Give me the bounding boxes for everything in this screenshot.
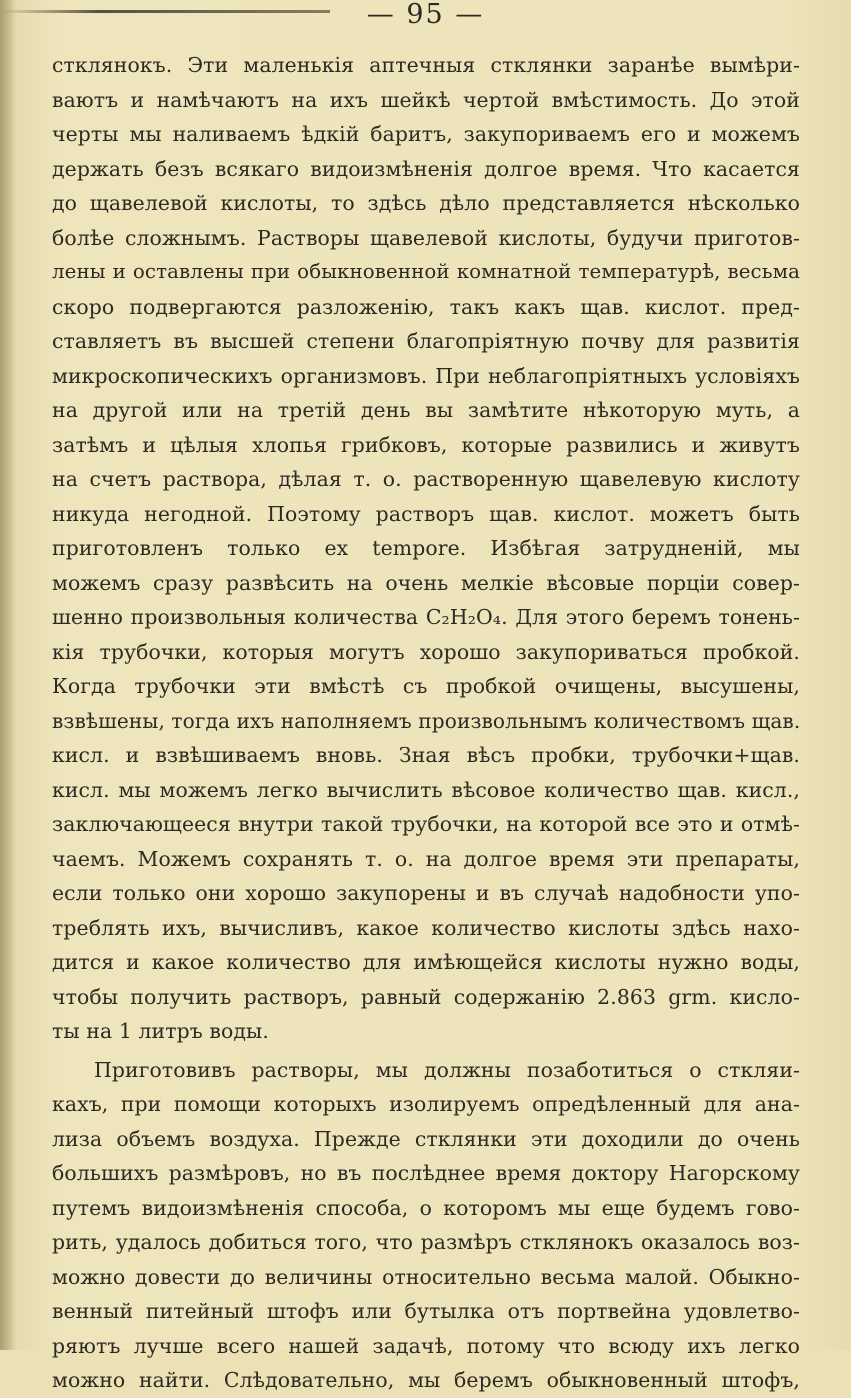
text-line: путемъ видоизмѣненія способа, о которомъ мы еще будемъ гово- (52, 1195, 800, 1220)
text-line: чтобы получить растворъ, равный содержанію 2.863 grm. кисло- (52, 984, 800, 1009)
paragraph-1 (52, 48, 800, 1049)
text-line: кисл. и взвѣшиваемъ вновь. Зная вѣсъ пробки, трубочки+щав. (52, 743, 800, 767)
text-line: черты мы наливаемъ ѣдкій баритъ, закупориваемъ его и можемъ (52, 122, 800, 146)
text-line: кисл. мы можемъ легко вычислить вѣсовое количество щав. кисл., (52, 777, 800, 802)
text-line: можемъ сразу развѣсить на очень мелкіе вѣсовые порціи совер- (52, 570, 800, 595)
text-line: шенно произвольныя количества C₂H₂O₄. Для этого беремъ тонень- (52, 605, 800, 629)
text-line: лены и оставлены при обыкновенной комнатной температурѣ, весьма (52, 260, 800, 283)
text-line: Приготовивъ растворы, мы должны позаботиться о сткляи- (94, 1057, 800, 1082)
text-line: ты на 1 литръ воды. (52, 1019, 269, 1043)
text-line: до щавелевой кислоты, то здѣсь дѣло представляется нѣсколько (52, 191, 800, 215)
text-line: чаемъ. Можемъ сохранять т. о. на долгое время эти препараты, (52, 846, 800, 871)
text-line: взвѣшены, тогда ихъ наполняемъ произвольнымъ количествомъ щав. (52, 708, 801, 733)
text-line: дится и какое количество для имѣющейся кислоты нужно воды, (52, 950, 800, 974)
text-line: никуда негодной. Поэтому растворъ щав. кислот. можетъ быть (52, 501, 800, 526)
text-line: заключающееся внутри такой трубочки, на которой все это и отмѣ- (52, 812, 800, 836)
text-line: можно довести до величины относительно весьма малой. Обыкно- (52, 1264, 800, 1289)
text-line: можно найти. Слѣдовательно, мы беремъ обыкновенный штофъ, (52, 1368, 800, 1392)
text-line: на счетъ раствора, дѣлая т. о. растворенную щавелевую кислоту (52, 467, 800, 491)
text-line: ваютъ и намѣчаютъ на ихъ шейкѣ чертой вмѣстимость. До этой (52, 87, 800, 112)
text-line: кахъ, при помощи которыхъ изолируемъ опредѣленный для ана- (52, 1092, 800, 1116)
text-line: приготовленъ только ex tempore. Избѣгая затрудненій, мы (52, 536, 800, 560)
text-line: ставляетъ въ высшей степени благопріятную почву для развитія (52, 329, 800, 353)
text-line: венный питейный штофъ или бутылка отъ портвейна удовлетво- (52, 1299, 800, 1323)
text-line: болѣе сложнымъ. Растворы щавелевой кислоты, будучи приготов- (52, 225, 800, 250)
text-line: стклянокъ. Эти маленькія аптечныя стклянки заранѣе вымѣри- (52, 53, 800, 77)
text-line: микроскопическихъ организмовъ. При неблагопріятныхъ условіяхъ (52, 363, 800, 388)
text-line: на другой или на третій день вы замѣтите нѣкоторую муть, а (52, 398, 800, 422)
page-number: — 95 — (366, 0, 485, 30)
paragraph-2 (52, 1053, 800, 1398)
text-line: кія трубочки, которыя могутъ хорошо закупориваться пробкой. (52, 639, 800, 664)
body-text (52, 48, 800, 1398)
text-line: большихъ размѣровъ, но въ послѣднее время доктору Нагорскому (52, 1161, 800, 1185)
text-line: ряютъ лучше всего нашей задачѣ, потому что всюду ихъ легко (52, 1333, 800, 1358)
text-line: если только они хорошо закупорены и въ случаѣ надобности упо- (52, 881, 800, 905)
text-line: Когда трубочки эти вмѣстѣ съ пробкой очищены, высушены, (52, 674, 800, 698)
text-line: затѣмъ и цѣлыя хлопья грибковъ, которые развились и живутъ (52, 432, 800, 457)
text-line: держать безъ всякаго видоизмѣненія долгое время. Что касается (52, 156, 800, 181)
text-line: скоро подвергаются разложенію, такъ какъ щав. кислот. пред- (52, 294, 800, 319)
binding-shadow (0, 0, 16, 1350)
text-line: треблять ихъ, вычисливъ, какое количество кислоты здѣсь нахо- (52, 915, 800, 940)
text-line: рить, удалось добиться того, что размѣръ стклянокъ оказалось воз- (52, 1230, 800, 1254)
text-line: лиза объемъ воздуха. Прежде стклянки эти доходили до очень (52, 1126, 800, 1151)
